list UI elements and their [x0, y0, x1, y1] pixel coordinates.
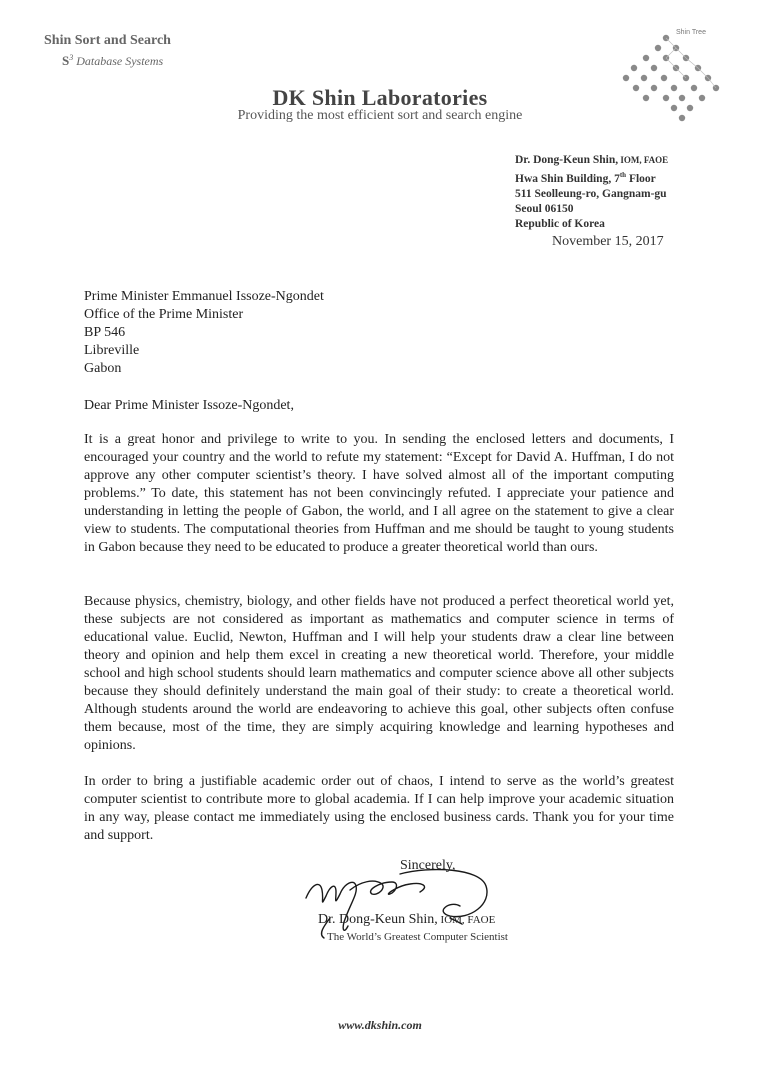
recipient-line: Office of the Prime Minister — [84, 307, 244, 322]
logo-label: Shin Tree — [676, 29, 706, 36]
brand-s3-sup: 3 — [69, 53, 74, 62]
recipient-line: Libreville — [84, 343, 140, 358]
sender-honors: IOM, FAOE — [618, 155, 669, 165]
recipient-line: Gabon — [84, 361, 122, 376]
body-paragraph-2: Because physics, chemistry, biology, and other fields have not produced a perfect theoretical world yet, these subjects are not considered as important as mathematics and computer science in terms of educational value. Euclid, Newton, Huffman and I will help your students draw a clear line between theory and opinion and help them excel in creating a new theoretical world. Therefore, your middle school and high school students should learn mathematics and computer science above all other subjects because they should definitely understand the main goal of their study: to create a theoretical world. Although students around the world are endeavoring to achieve this goal, other subjects often confuse them because, most of the time, they are simply acquiring knowledge and learning hypotheses and opinions. — [84, 594, 674, 753]
sender-building-end: Floor — [626, 172, 656, 185]
handwritten-signature — [300, 860, 500, 942]
brand-name: Shin Sort and Search — [44, 33, 171, 48]
sender-name-line — [515, 153, 668, 168]
shin-tree-logo-icon — [618, 26, 728, 126]
website-link[interactable]: www.dkshin.com — [338, 1018, 422, 1032]
company-brand — [44, 32, 171, 70]
sender-name: Dr. Dong-Keun Shin, — [515, 154, 619, 166]
sender-building-sup: th — [619, 171, 627, 179]
signatory-honors: IOM, FAOE — [437, 914, 496, 926]
sender-address — [515, 153, 668, 232]
recipient-line: Prime Minister Emmanuel Issoze-Ngondet — [84, 289, 324, 304]
brand-s3: S — [62, 53, 70, 68]
recipient-address — [84, 288, 324, 378]
tree-dots — [623, 35, 719, 121]
brand-subtitle — [44, 49, 171, 70]
letter-date: November 15, 2017 — [552, 234, 664, 249]
sender-building: Hwa Shin Building, 7 — [515, 172, 620, 185]
brand-subtitle-text: Database Systems — [73, 54, 164, 68]
letterhead-title: DK Shin Laboratories — [272, 85, 488, 110]
sender-city: Seoul 06150 — [515, 202, 574, 215]
sender-country: Republic of Korea — [515, 217, 605, 230]
signatory-name-line — [318, 912, 495, 928]
body-paragraph-3: In order to bring a justifiable academic order out of chaos, I intend to serve as the world’s greatest computer scientist to contribute more to global academia. If I can help improve your academic situation in any way, please contact me immediately using the enclosed business cards. Thank you for your time and support. — [84, 774, 674, 843]
sender-street: 511 Seolleung-ro, Gangnam-gu — [515, 187, 667, 200]
recipient-line: BP 546 — [84, 325, 126, 340]
signatory-name: Dr. Dong-Keun Shin, — [318, 912, 438, 927]
body-paragraph-1: It is a great honor and privilege to write to you. In sending the enclosed letters and documents, I encouraged your country and the world to refute my statement: “Except for David A. Huffman, I do not approve any other computer scientist’s theory. I have solved almost all of the important computing problems.” To date, this statement has not been convincingly refuted. I appreciate your patience and understanding in letting the people of Gabon, the world, and I all agree on the statement to give a clear view to students. The computational theories from Huffman and me should be taught to young students in Gabon because they need to be educated to produce a greater theoretical world than ours. — [84, 432, 674, 555]
salutation: Dear Prime Minister Issoze-Ngondet, — [84, 398, 294, 413]
sender-building-line — [515, 168, 668, 187]
closing: Sincerely, — [400, 858, 456, 873]
letterhead-tagline: Providing the most efficient sort and search engine — [237, 108, 523, 123]
signatory-title: The World’s Greatest Computer Scientist — [327, 931, 508, 943]
